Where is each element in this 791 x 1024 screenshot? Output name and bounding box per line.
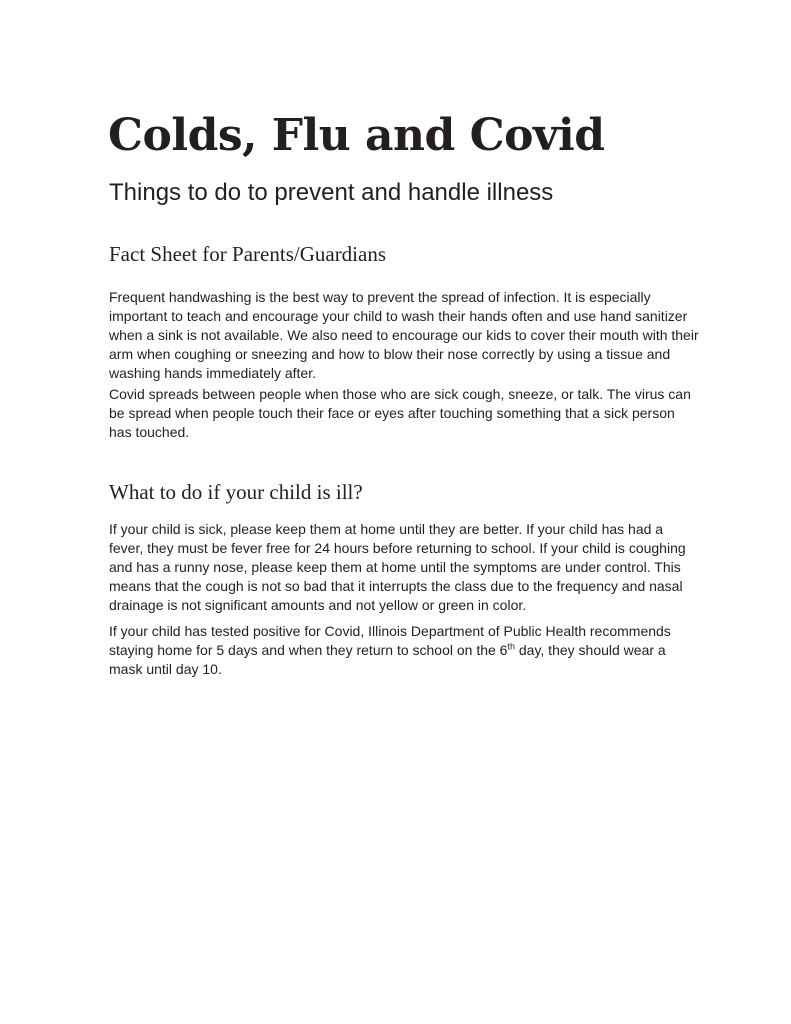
paragraph-sick-child: If your child is sick, please keep them at home until they are better. If your child has had a fever, they must be fever free for 24 hours before returning to school. If your child is coughing and has a runny nose, please keep them at home until the symptoms are under control. This means that the cough is not so bad that it interrupts the class due to the frequency and nasal drainage is not significant amounts and not yellow or green in color. <box>109 521 686 613</box>
paragraph-covid-positive <box>109 622 699 679</box>
paragraph-covid-spread: Covid spreads between people when those who are sick cough, sneeze, or talk. The virus can be spread when people touch their face or eyes after touching something that a sick person has touched. <box>109 386 691 440</box>
section-heading-fact-sheet: Fact Sheet for Parents/Guardians <box>109 242 387 266</box>
section-heading-child-ill: What to do if your child is ill? <box>109 480 363 504</box>
ordinal-suffix: th <box>507 641 515 652</box>
page-title: Colds, Flu and Covid <box>108 110 605 161</box>
page-subtitle: Things to do to prevent and handle illness <box>109 179 554 206</box>
paragraph-covid-positive-text: If your child has tested positive for Covid, Illinois Department of Public Health recommends staying home for 5 days and when they return to school on the 6 <box>109 623 671 658</box>
paragraph-covid-positive-text-end: day, they should wear a mask until day 10. <box>109 642 666 677</box>
paragraph-handwashing: Frequent handwashing is the best way to prevent the spread of infection. It is especially important to teach and encourage your child to wash their hands often and use hand sanitizer when a sink is not available. We also need to encourage our kids to cover their mouth with their arm when coughing or sneezing and how to blow their nose correctly by using a tissue and washing hands immediately after. <box>109 289 699 381</box>
